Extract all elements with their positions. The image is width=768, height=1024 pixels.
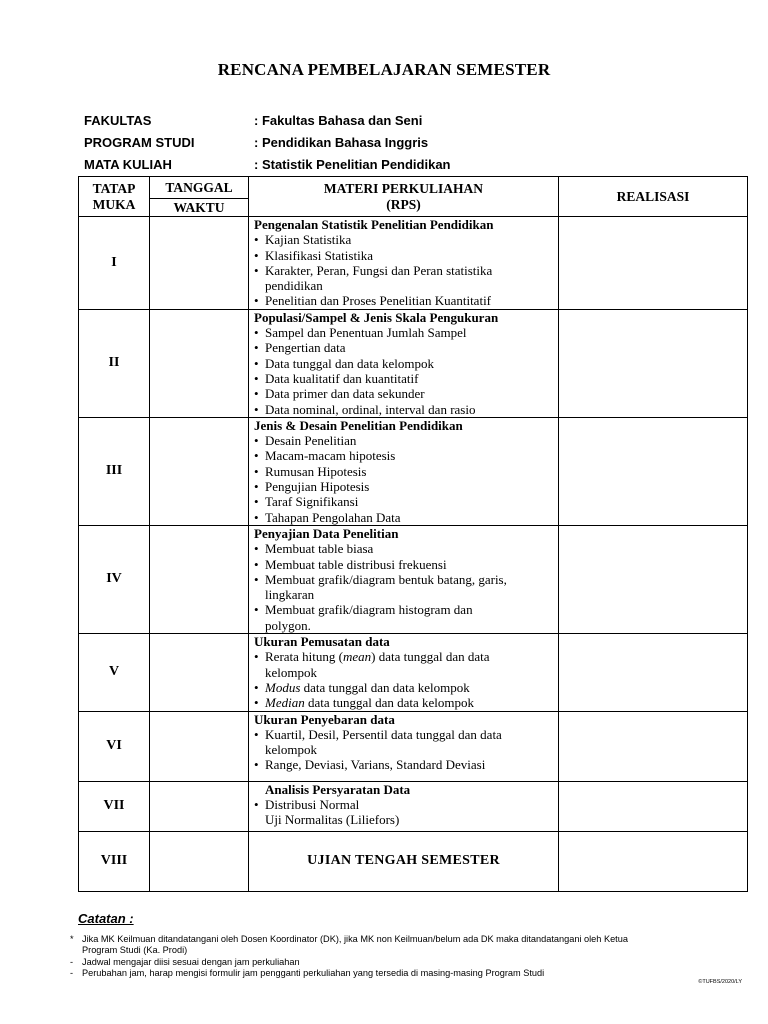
list-item: • Kuartil, Desil, Persentil data tunggal dan data — [254, 726, 502, 742]
material-cell — [249, 417, 559, 525]
list-item: • Membuat grafik/diagram bentuk batang, garis, — [254, 571, 507, 587]
list-item: • Membuat table biasa — [254, 541, 374, 557]
list-item: • Desain Penelitian — [254, 433, 357, 449]
realisasi-cell[interactable] — [559, 781, 748, 831]
table-row — [79, 831, 748, 891]
page-title: RENCANA PEMBELAJARAN SEMESTER — [217, 60, 551, 79]
header-text: MUKA — [92, 196, 136, 212]
list-item-continuation: polygon. — [265, 617, 311, 633]
list-item: • Macam-macam hipotesis — [254, 448, 396, 464]
date-cell[interactable] — [150, 634, 249, 711]
realisasi-cell[interactable] — [559, 831, 748, 891]
list-item: • Klasifikasi Statistika — [254, 247, 373, 263]
session-number: IV — [79, 525, 150, 633]
date-cell[interactable] — [150, 781, 249, 831]
note-text-cont: Program Studi (Ka. Prodi) — [82, 945, 188, 955]
material-heading: Ukuran Penyebaran data — [254, 711, 395, 727]
list-item: • Data nominal, ordinal, interval dan rasio — [254, 401, 476, 417]
meta-fakultas — [84, 113, 724, 133]
list-item: • Kajian Statistika — [254, 232, 352, 248]
material-cell — [249, 217, 559, 310]
list-item-continuation: lingkaran — [265, 587, 315, 603]
material-cell — [249, 525, 559, 633]
material-cell — [249, 781, 559, 831]
realisasi-cell[interactable] — [559, 309, 748, 417]
table-row — [79, 309, 748, 417]
meta-value: : Statistik Penelitian Pendidikan — [254, 157, 451, 172]
session-number: II — [79, 309, 150, 417]
list-item: • Membuat table distribusi frekuensi — [254, 556, 447, 572]
list-item-continuation: kelompok — [265, 664, 317, 680]
session-number: VIII — [79, 831, 150, 891]
table-row — [79, 634, 748, 711]
material-cell — [249, 309, 559, 417]
header-tatap-muka — [79, 177, 150, 217]
session-number: III — [79, 417, 150, 525]
note-text: Jika MK Keilmuan ditandatangani oleh Dosen Koordinator (DK), jika MK non Keilmuan/belum ada DK maka ditandatangani oleh Ketua — [82, 934, 628, 944]
list-item: • Range, Deviasi, Varians, Standard Deviasi — [254, 757, 486, 773]
list-item: • Modus data tunggal dan data kelompok — [254, 679, 470, 695]
material-heading: Populasi/Sampel & Jenis Skala Pengukuran — [254, 309, 499, 325]
footer-code: ©TUFBS/2020/LY — [698, 979, 742, 985]
note-item — [70, 957, 750, 968]
note-item — [70, 968, 750, 979]
header-text: MATERI PERKULIAHAN — [323, 180, 484, 196]
note-item — [70, 934, 750, 956]
uts-label: UJIAN TENGAH SEMESTER — [249, 831, 559, 891]
list-item: • Median data tunggal dan data kelompok — [254, 695, 475, 711]
note-marker: * — [70, 934, 74, 944]
note-marker: - — [70, 957, 74, 967]
material-heading: Jenis & Desain Penelitian Pendidikan — [254, 417, 463, 433]
material-heading: Analisis Persyaratan Data — [265, 781, 411, 797]
realisasi-cell[interactable] — [559, 711, 748, 781]
realisasi-cell[interactable] — [559, 525, 748, 633]
header-materi — [249, 177, 559, 217]
table-row — [79, 217, 748, 310]
list-item: • Pengujian Hipotesis — [254, 479, 370, 495]
list-item-continuation: kelompok — [265, 742, 317, 758]
meta-label: FAKULTAS — [84, 113, 152, 128]
table-row — [79, 417, 748, 525]
list-item: • Tahapan Pengolahan Data — [254, 509, 401, 525]
list-item: • Karakter, Peran, Fungsi dan Peran statistika — [254, 262, 493, 278]
realisasi-cell[interactable] — [559, 417, 748, 525]
meta-program-studi — [84, 135, 724, 155]
material-heading: Ukuran Pemusatan data — [254, 634, 390, 650]
table-row — [79, 781, 748, 831]
header-tanggal: TANGGAL — [150, 177, 249, 199]
list-item: • Distribusi Normal — [254, 796, 360, 812]
list-item: • Taraf Signifikansi — [254, 494, 359, 510]
note-marker: - — [70, 968, 74, 978]
table-row — [79, 525, 748, 633]
material-heading: Penyajian Data Penelitian — [254, 525, 399, 541]
header-row — [79, 177, 748, 199]
material-cell — [249, 634, 559, 711]
list-item: • Penelitian dan Proses Penelitian Kuantitatif — [254, 293, 492, 309]
meta-value: : Fakultas Bahasa dan Seni — [254, 113, 423, 128]
meta-value: : Pendidikan Bahasa Inggris — [254, 135, 429, 150]
list-item: • Membuat grafik/diagram histogram dan — [254, 602, 473, 618]
date-cell[interactable] — [150, 525, 249, 633]
date-cell[interactable] — [150, 711, 249, 781]
session-number: V — [79, 634, 150, 711]
note-text: Jadwal mengajar diisi sesuai dengan jam perkuliahan — [82, 957, 300, 967]
realisasi-cell[interactable] — [559, 634, 748, 711]
list-item: • Data kualitatif dan kuantitatif — [254, 370, 419, 386]
session-number: I — [79, 217, 150, 310]
material-heading: Pengenalan Statistik Penelitian Pendidikan — [254, 217, 494, 232]
list-item-continuation: pendidikan — [265, 278, 323, 294]
note-text: Perubahan jam, harap mengisi formulir jam pengganti perkuliahan yang tersedia di masing-masing Program Studi — [82, 968, 545, 978]
realisasi-cell[interactable] — [559, 217, 748, 310]
list-item: • Rumusan Hipotesis — [254, 463, 367, 479]
notes-title: Catatan : — [78, 911, 134, 926]
material-cell — [249, 711, 559, 781]
header-waktu: WAKTU — [150, 199, 249, 217]
list-item: • Sampel dan Penentuan Jumlah Sampel — [254, 325, 467, 341]
date-cell[interactable] — [150, 309, 249, 417]
date-cell[interactable] — [150, 217, 249, 310]
session-number: VI — [79, 711, 150, 781]
list-item: • Rerata hitung (mean) data tunggal dan data — [254, 649, 490, 665]
header-text: TATAP — [92, 180, 136, 196]
date-cell[interactable] — [150, 831, 249, 891]
list-item: • Data tunggal dan data kelompok — [254, 355, 434, 371]
meta-label: PROGRAM STUDI — [84, 135, 195, 150]
list-item-continuation: Uji Normalitas (Liliefors) — [265, 812, 400, 828]
header-realisasi: REALISASI — [559, 177, 748, 217]
session-number: VII — [79, 781, 150, 831]
meta-label: MATA KULIAH — [84, 157, 172, 172]
table-row — [79, 711, 748, 781]
header-text: (RPS) — [386, 196, 421, 212]
rps-table — [78, 176, 748, 892]
list-item: • Data primer dan data sekunder — [254, 386, 425, 402]
meta-mata-kuliah — [84, 157, 724, 177]
list-item: • Pengertian data — [254, 340, 346, 356]
date-cell[interactable] — [150, 417, 249, 525]
